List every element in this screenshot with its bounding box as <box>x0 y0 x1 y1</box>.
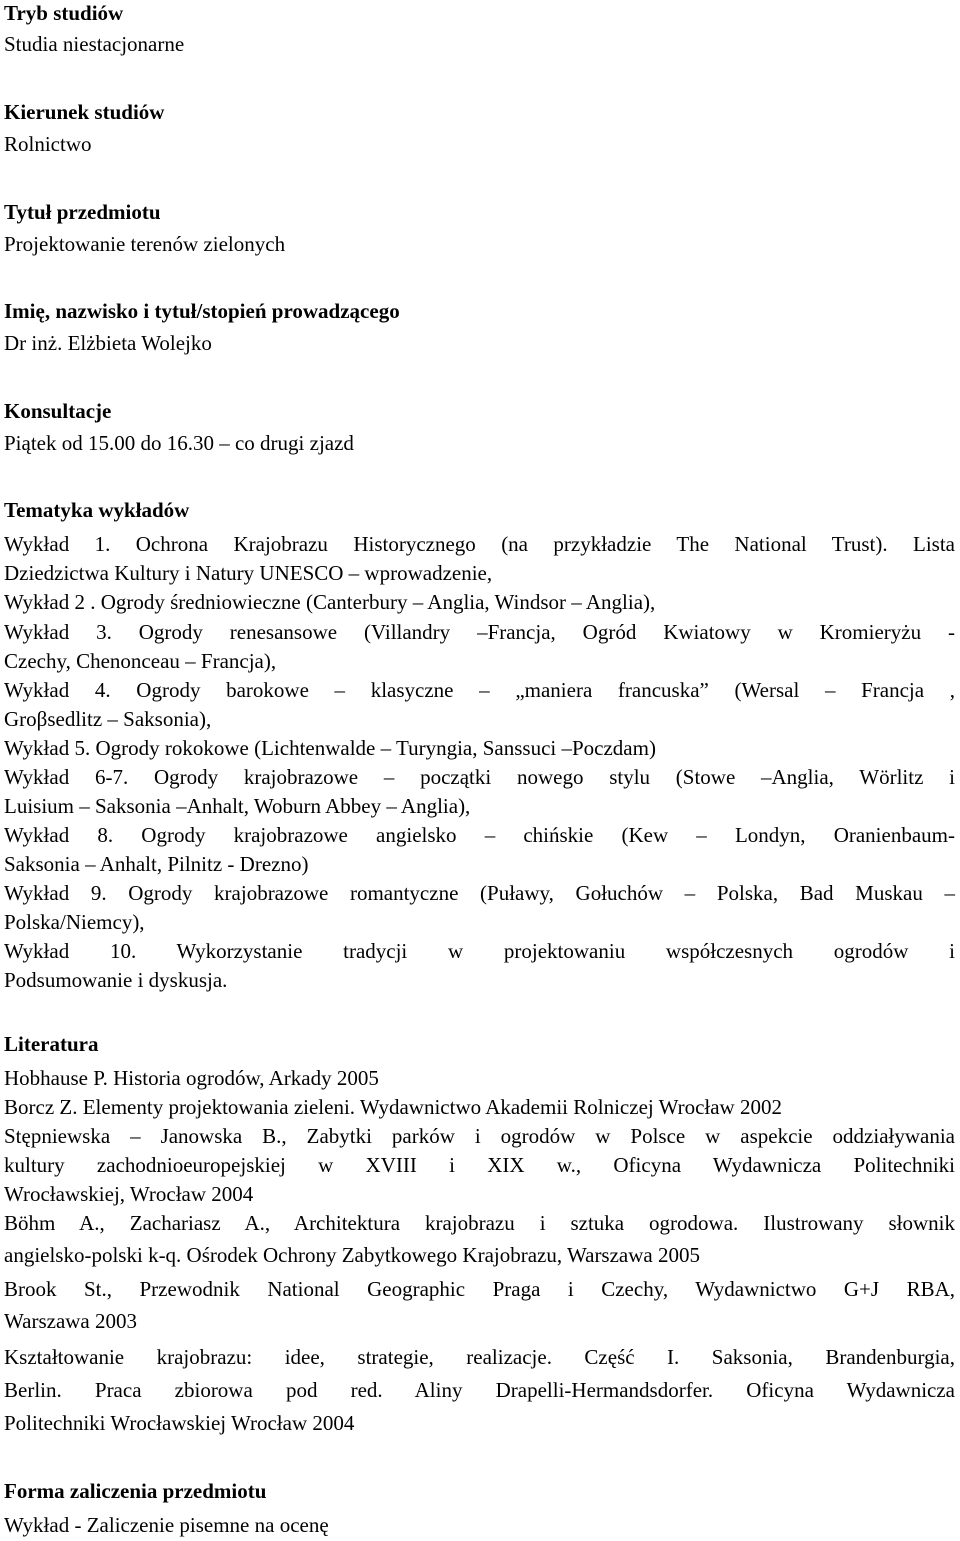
tematyka-line: Wykład 1. Ochrona Krajobrazu Historycznego (na przykładzie The National Trust). Lista <box>4 532 955 556</box>
literatura-line: Warszawa 2003 <box>4 1309 138 1333</box>
literatura-line: Böhm A., Zachariasz A., Architektura krajobrazu i sztuka ogrodowa. Ilustrowany słownik <box>4 1211 955 1235</box>
heading-forma-zaliczenia: Forma zaliczenia przedmiotu <box>4 1479 267 1503</box>
literatura-line: Wrocławskiej, Wrocław 2004 <box>4 1182 254 1206</box>
tematyka-line: Wykład 2 . Ogrody średniowieczne (Canterbury – Anglia, Windsor – Anglia), <box>4 590 656 614</box>
literatura-line: Hobhause P. Historia ogrodów, Arkady 2005 <box>4 1066 379 1090</box>
value-forma-zaliczenia: Wykład - Zaliczenie pisemne na ocenę <box>4 1513 329 1537</box>
literatura-line: Brook St., Przewodnik National Geographic Praga i Czechy, Wydawnictwo G+J RBA, <box>4 1277 955 1301</box>
heading-tryb-studiow: Tryb studiów <box>4 1 124 25</box>
tematyka-line: Polska/Niemcy), <box>4 910 145 934</box>
heading-konsultacje: Konsultacje <box>4 399 112 423</box>
literatura-line: Berlin. Praca zbiorowa pod red. Aliny Drapelli-Hermandsdorfer. Oficyna Wydawnicza <box>4 1378 955 1402</box>
value-tytul-przedmiotu: Projektowanie terenów zielonych <box>4 232 286 256</box>
heading-tematyka-wykladow: Tematyka wykładów <box>4 498 190 522</box>
literatura-line: Stępniewska – Janowska B., Zabytki parków i ogrodów w Polsce w aspekcie oddziaływania <box>4 1124 955 1148</box>
heading-prowadzacy: Imię, nazwisko i tytuł/stopień prowadzącego <box>4 299 400 323</box>
literatura-line: Borcz Z. Elementy projektowania zieleni. Wydawnictwo Akademii Rolniczej Wrocław 2002 <box>4 1095 782 1119</box>
value-konsultacje: Piątek od 15.00 do 16.30 – co drugi zjazd <box>4 431 354 455</box>
tematyka-line: Czechy, Chenonceau – Francja), <box>4 649 277 673</box>
value-kierunek-studiow: Rolnictwo <box>4 132 92 156</box>
tematyka-line: Wykład 5. Ogrody rokokowe (Lichtenwalde – Turyngia, Sanssuci –Poczdam) <box>4 736 656 760</box>
tematyka-line: Saksonia – Anhalt, Pilnitz - Drezno) <box>4 852 309 876</box>
literatura-line: angielsko-polski k-q. Ośrodek Ochrony Zabytkowego Krajobrazu, Warszawa 2005 <box>4 1243 700 1267</box>
tematyka-line: Wykład 3. Ogrody renesansowe (Villandry –Francja, Ogród Kwiatowy w Kromieryżu - <box>4 620 955 644</box>
tematyka-line: Podsumowanie i dyskusja. <box>4 968 228 992</box>
tematyka-line: Wykład 10. Wykorzystanie tradycji w projektowaniu współczesnych ogrodów i <box>4 939 955 963</box>
heading-kierunek-studiow: Kierunek studiów <box>4 100 165 124</box>
tematyka-line: Dziedzictwa Kultury i Natury UNESCO – wprowadzenie, <box>4 561 493 585</box>
value-tryb-studiow: Studia niestacjonarne <box>4 32 185 56</box>
tematyka-line: Wykład 9. Ogrody krajobrazowe romantyczne (Puławy, Gołuchów – Polska, Bad Muskau – <box>4 881 955 905</box>
literatura-line: Kształtowanie krajobrazu: idee, strategie, realizacje. Część I. Saksonia, Brandenburgia, <box>4 1345 955 1369</box>
literatura-line: Politechniki Wrocławskiej Wrocław 2004 <box>4 1411 355 1435</box>
tematyka-line: Wykład 6-7. Ogrody krajobrazowe – początki nowego stylu (Stowe –Anglia, Wörlitz i <box>4 765 955 789</box>
tematyka-line: Wykład 4. Ogrody barokowe – klasyczne – „maniera francuska” (Wersal – Francja , <box>4 678 955 702</box>
literatura-line: kultury zachodnioeuropejskiej w XVIII i XIX w., Oficyna Wydawnicza Politechniki <box>4 1153 955 1177</box>
tematyka-line: Luisium – Saksonia –Anhalt, Woburn Abbey – Anglia), <box>4 794 471 818</box>
heading-tytul-przedmiotu: Tytuł przedmiotu <box>4 200 161 224</box>
tematyka-line: Wykład 8. Ogrody krajobrazowe angielsko – chińskie (Kew – Londyn, Oranienbaum- <box>4 823 955 847</box>
heading-literatura: Literatura <box>4 1032 99 1056</box>
tematyka-line: Groβsedlitz – Saksonia), <box>4 707 212 731</box>
value-prowadzacy: Dr inż. Elżbieta Wolejko <box>4 331 212 355</box>
